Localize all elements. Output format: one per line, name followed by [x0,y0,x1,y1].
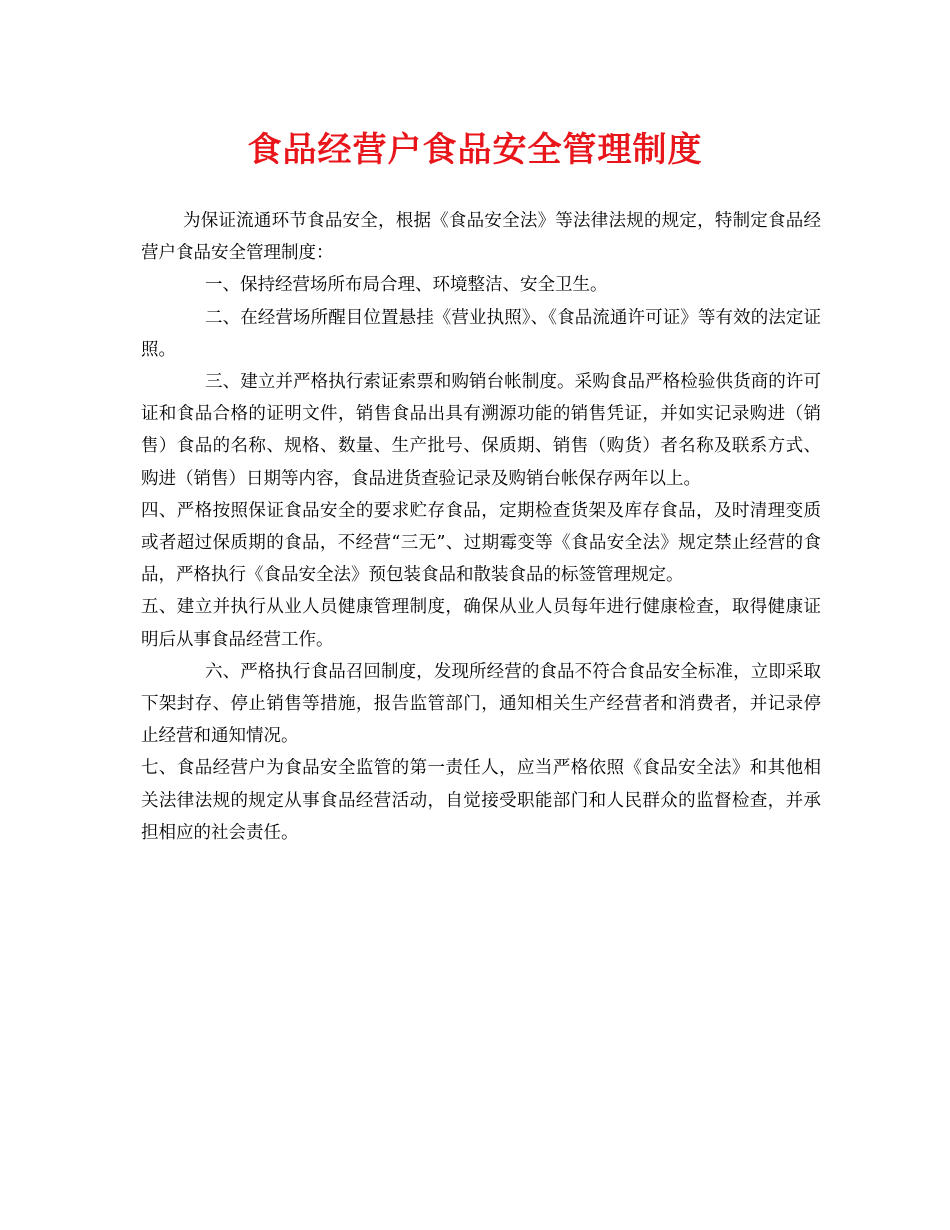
paragraph-item-1: 一、保持经营场所布局合理、环境整洁、安全卫生。 [205,275,608,296]
document-title: 食品经营户食品安全管理制度 [247,130,703,170]
paragraph-item-3: 三、建立并严格执行索证索票和购销台帐制度。采购食品严格检验供货商的许可证和食品合格的证明文件，销售食品出具有溯源功能的销售凭证，并如实记录购进（销售）食品的名称、规格、数量、生产批号、保质期、销售（购货）者名称及联系方式、购进（销售）日期等内容，食品进货查验记录及购销台帐保存两年以上。 [141,372,821,489]
paragraph-intro: 为保证流通环节食品安全，根据《食品安全法》等法律法规的规定，特制定食品经营户食品安全管理制度： [141,211,821,264]
paragraph-item-4: 四、严格按照保证食品安全的要求贮存食品，定期检查货架及库存食品，及时清理变质或者超过保质期的食品，不经营“三无”、过期霉变等《食品安全法》规定禁止经营的食品，严格执行《食品安全法》预包装食品和散装食品的标签管理规定。 [141,500,821,586]
paragraph-item-6: 六、严格执行食品召回制度，发现所经营的食品不符合食品安全标准，立即采取下架封存、停止销售等措施，报告监管部门，通知相关生产经营者和消费者，并记录停止经营和通知情况。 [141,661,821,747]
document-body [141,205,821,849]
paragraph-item-2: 二、在经营场所醒目位置悬挂《营业执照》、《食品流通许可证》等有效的法定证照。 [141,307,821,360]
paragraph-item-7: 七、食品经营户为食品安全监管的第一责任人，应当严格依照《食品安全法》和其他相关法律法规的规定从事食品经营活动，自觉接受职能部门和人民群众的监督检查，并承担相应的社会责任。 [141,758,821,843]
paragraph-item-5: 五、建立并执行从业人员健康管理制度，确保从业人员每年进行健康检查，取得健康证明后从事食品经营工作。 [141,597,821,650]
